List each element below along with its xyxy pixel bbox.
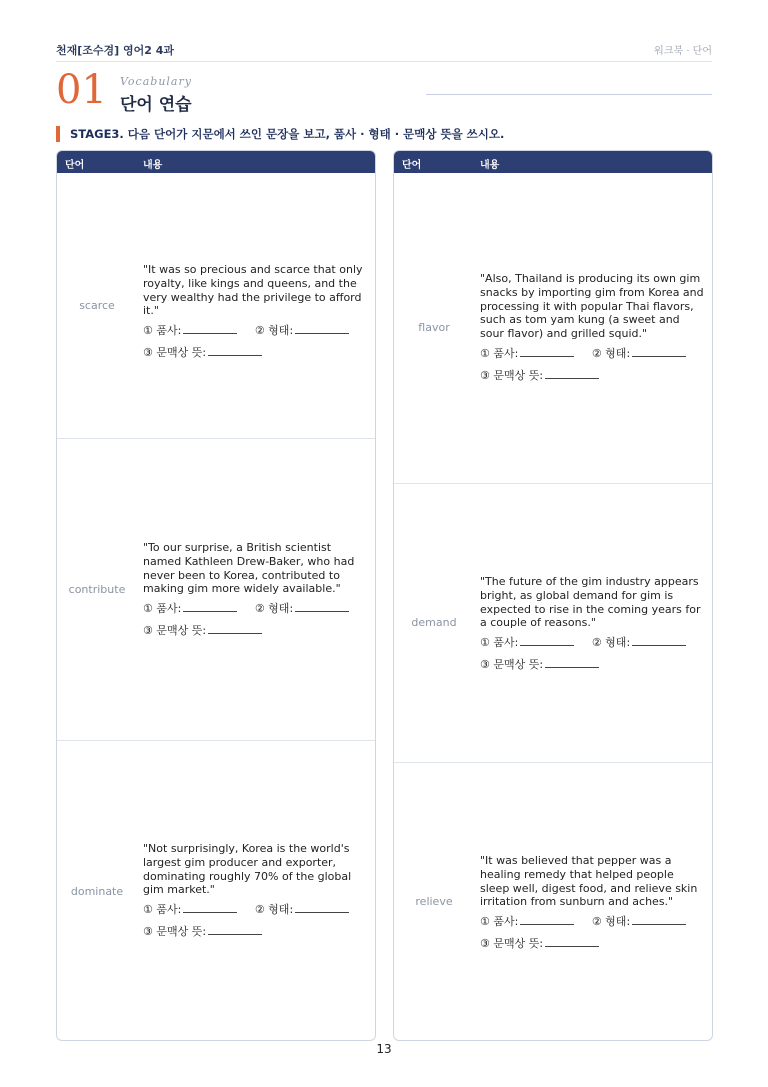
vocab-row-dominate	[57, 741, 375, 1041]
vocab-content	[480, 272, 704, 391]
form-blank[interactable]	[295, 602, 349, 612]
vocab-table-right	[393, 150, 713, 1041]
vocab-content	[480, 575, 704, 680]
pos-label: ① 품사:	[480, 915, 519, 929]
table-header	[57, 151, 375, 173]
vocab-content	[480, 854, 704, 959]
meaning-label: ③ 문맥상 뜻:	[480, 368, 544, 382]
meaning-blank[interactable]	[545, 937, 599, 947]
workbook-section: 워크북 · 단어	[654, 46, 712, 57]
pos-blank[interactable]	[520, 915, 574, 925]
form-label: ② 형태:	[591, 346, 631, 360]
title-divider	[426, 94, 712, 95]
form-label: ② 형태:	[591, 915, 631, 929]
vocab-row-scarce	[57, 173, 375, 439]
vocab-row-demand	[394, 484, 712, 763]
meaning-blank[interactable]	[208, 624, 262, 634]
example-sentence: "Also, Thailand is producing its own gim snacks by importing gim from Korea and processing it with popular Thai flavors, such as tom yam kung (a sweet and sour flavor) and grilled squid."	[480, 272, 704, 341]
vocab-row-contribute	[57, 439, 375, 741]
table-header	[394, 151, 712, 173]
page-number: 13	[376, 1042, 392, 1056]
header-content: 내용	[480, 160, 500, 171]
vocab-table-left	[56, 150, 376, 1041]
form-label: ② 형태:	[254, 903, 294, 917]
page-header	[56, 40, 712, 62]
vocab-word: relieve	[415, 895, 453, 908]
form-label: ② 형태:	[591, 636, 631, 650]
pos-label: ① 품사:	[143, 903, 182, 917]
vocab-content	[143, 842, 367, 947]
vocab-row-flavor	[394, 173, 712, 484]
section-number: 01	[56, 67, 107, 113]
pos-blank[interactable]	[520, 347, 574, 357]
meaning-label: ③ 문맥상 뜻:	[143, 624, 207, 638]
pos-label: ① 품사:	[143, 602, 182, 616]
meaning-blank[interactable]	[208, 925, 262, 935]
header-word: 단어	[402, 160, 422, 171]
vocab-content	[143, 263, 367, 368]
pos-label: ① 품사:	[143, 324, 182, 338]
meaning-label: ③ 문맥상 뜻:	[480, 658, 544, 672]
example-sentence: "To our surprise, a British scientist named Kathleen Drew-Baker, who had never been to Korea, contributed to making gim more widely available."	[143, 541, 355, 596]
form-blank[interactable]	[295, 324, 349, 334]
stage-instruction: STAGE3. 다음 단어가 지문에서 쓰인 문장을 보고, 품사 · 형태 · 문맥상 뜻을 쓰시오.	[56, 126, 504, 142]
header-word: 단어	[65, 160, 85, 171]
vocab-word: flavor	[418, 321, 450, 334]
section-title-english: Vocabulary	[120, 75, 192, 88]
pos-blank[interactable]	[183, 903, 237, 913]
example-sentence: "It was believed that pepper was a healing remedy that helped people sleep well, digest food, and relieve skin irritation from sunburn and aches."	[480, 854, 698, 909]
form-blank[interactable]	[632, 347, 686, 357]
section-title	[56, 67, 712, 115]
pos-label: ① 품사:	[480, 636, 519, 650]
meaning-label: ③ 문맥상 뜻:	[143, 925, 207, 939]
form-label: ② 형태:	[254, 602, 294, 616]
vocab-word: demand	[411, 616, 457, 629]
meaning-label: ③ 문맥상 뜻:	[480, 937, 544, 951]
pos-blank[interactable]	[183, 602, 237, 612]
form-blank[interactable]	[295, 903, 349, 913]
example-sentence: "The future of the gim industry appears bright, as global demand for gim is expected to rise in the coming years for a couple of reasons."	[480, 575, 701, 630]
vocab-content	[143, 541, 367, 646]
meaning-blank[interactable]	[208, 346, 262, 356]
meaning-blank[interactable]	[545, 369, 599, 379]
form-blank[interactable]	[632, 636, 686, 646]
header-content: 내용	[143, 160, 163, 171]
meaning-label: ③ 문맥상 뜻:	[143, 346, 207, 360]
example-sentence: "It was so precious and scarce that only royalty, like kings and queens, and the very wealthy had the privilege to afford it."	[143, 263, 363, 318]
vocab-word: contribute	[68, 583, 126, 596]
form-blank[interactable]	[632, 915, 686, 925]
pos-label: ① 품사:	[480, 346, 519, 360]
vocab-row-relieve	[394, 763, 712, 1041]
meaning-blank[interactable]	[545, 658, 599, 668]
example-sentence: "Not surprisingly, Korea is the world's largest gim producer and exporter, dominating roughly 70% of the global gim market."	[143, 842, 352, 897]
pos-blank[interactable]	[183, 324, 237, 334]
form-label: ② 형태:	[254, 324, 294, 338]
vocab-word: scarce	[79, 299, 115, 312]
vocab-word: dominate	[70, 885, 124, 898]
pos-blank[interactable]	[520, 636, 574, 646]
section-title-korean: 단어 연습	[120, 95, 192, 115]
textbook-title: 천재[조수경] 영어2 4과	[56, 44, 175, 57]
